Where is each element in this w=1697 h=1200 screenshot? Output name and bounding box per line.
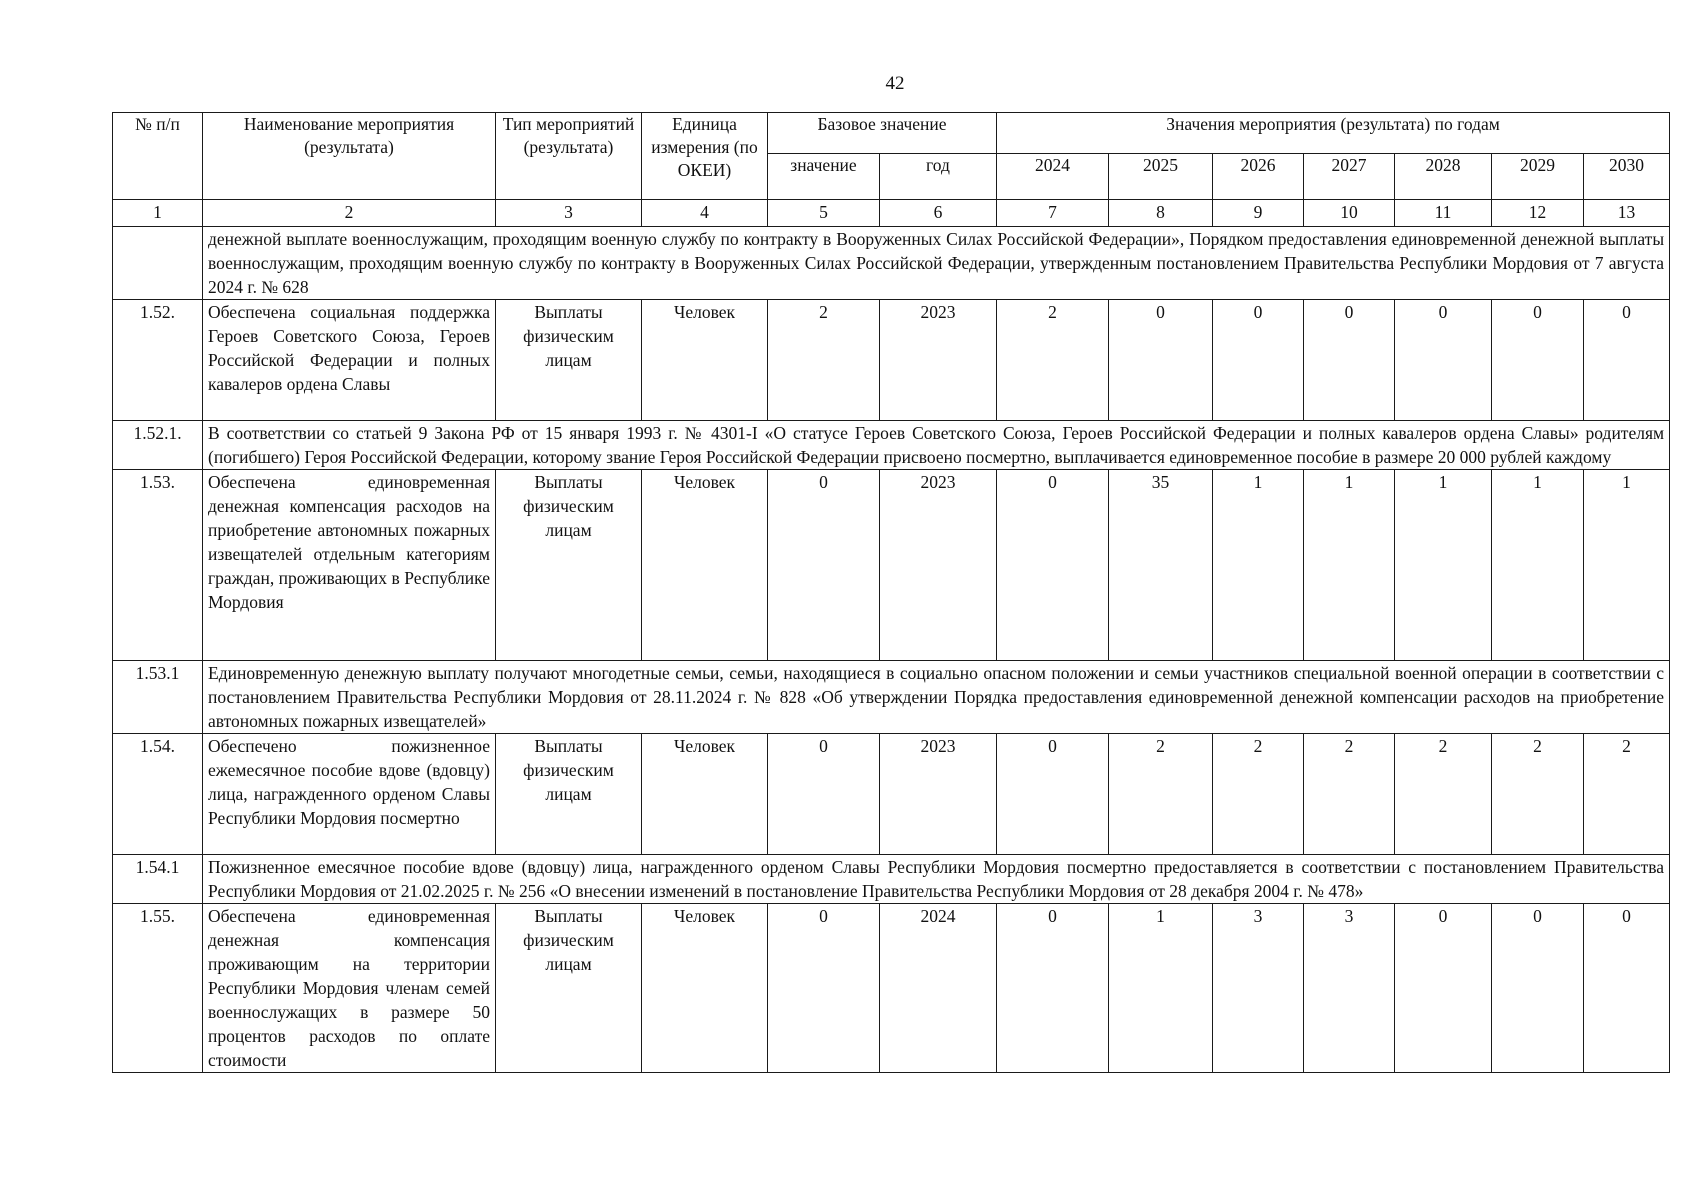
row-value: 0 <box>1304 300 1395 421</box>
row-base-year: 2023 <box>880 470 997 661</box>
row-value: 1 <box>1492 470 1584 661</box>
header-year: 2024 <box>997 154 1109 200</box>
column-number: 11 <box>1395 200 1492 227</box>
note-num: 1.54.1 <box>113 855 203 904</box>
note-row <box>113 421 1670 470</box>
column-number: 7 <box>997 200 1109 227</box>
row-name: Обеспечена социальная поддержка Героев Советского Союза, Героев Российской Федерации и полных кавалеров ордена Славы <box>203 300 496 421</box>
row-value: 3 <box>1304 904 1395 1073</box>
row-value: 2 <box>1584 734 1670 855</box>
row-base-value: 2 <box>768 300 880 421</box>
row-value: 1 <box>1109 904 1213 1073</box>
header-year: 2029 <box>1492 154 1584 200</box>
row-value: 3 <box>1213 904 1304 1073</box>
table-row <box>113 470 1670 661</box>
row-num: 1.54. <box>113 734 203 855</box>
row-value: 2 <box>1109 734 1213 855</box>
row-value: 1 <box>1395 470 1492 661</box>
column-number: 2 <box>203 200 496 227</box>
row-unit: Человек <box>642 300 768 421</box>
header-name: Наименование мероприятия (результата) <box>203 113 496 200</box>
note-row <box>113 227 1670 300</box>
row-value: 2 <box>997 300 1109 421</box>
row-num: 1.52. <box>113 300 203 421</box>
table-row <box>113 300 1670 421</box>
row-value: 2 <box>1213 734 1304 855</box>
column-number: 1 <box>113 200 203 227</box>
row-base-value: 0 <box>768 904 880 1073</box>
row-value: 1 <box>1584 470 1670 661</box>
note-num: 1.52.1. <box>113 421 203 470</box>
table-header-row-1 <box>113 113 1670 154</box>
row-value: 0 <box>1395 904 1492 1073</box>
column-number: 12 <box>1492 200 1584 227</box>
row-value: 1 <box>1304 470 1395 661</box>
column-number-row <box>113 200 1670 227</box>
header-year: 2026 <box>1213 154 1304 200</box>
header-year: 2030 <box>1584 154 1670 200</box>
row-value: 2 <box>1395 734 1492 855</box>
row-base-year: 2023 <box>880 300 997 421</box>
row-base-year: 2024 <box>880 904 997 1073</box>
row-name: Обеспечена единовременная денежная компенсация расходов на приобретение автономных пожарных извещателей отдельным категориям граждан, проживающих в Республике Мордовия <box>203 470 496 661</box>
header-unit: Единица измерения (по ОКЕИ) <box>642 113 768 200</box>
row-value: 0 <box>1492 904 1584 1073</box>
row-value: 0 <box>997 470 1109 661</box>
row-num: 1.53. <box>113 470 203 661</box>
row-base-year: 2023 <box>880 734 997 855</box>
header-base-year: год <box>880 154 997 200</box>
row-num: 1.55. <box>113 904 203 1073</box>
row-type: Выплаты физическим лицам <box>496 734 642 855</box>
row-value: 2 <box>1304 734 1395 855</box>
row-type: Выплаты физическим лицам <box>496 470 642 661</box>
header-year: 2025 <box>1109 154 1213 200</box>
header-type: Тип мероприятий (результата) <box>496 113 642 200</box>
note-text: Пожизненное емесячное пособие вдове (вдовцу) лица, награжденного орденом Славы Республики Мордовия посмертно предоставляется в соответствии с постановлением Правительства Республики Мордовия от 21.02.2025 г. № 256 «О внесении изменений в постановление Правительства Республики Мордовия от 28 декабря 2004 г. № 478» <box>203 855 1670 904</box>
header-values-by-year: Значения мероприятия (результата) по годам <box>997 113 1670 154</box>
note-text: денежной выплате военнослужащим, проходящим военную службу по контракту в Вооруженных Силах Российской Федерации», Порядком предоставления единовременной денежной выплаты военнослужащим, проходящим военную службу по контракту в Вооруженных Силах Российской Федерации, утвержденным постановлением Правительства Республики Мордовия от 7 августа 2024 г. № 628 <box>203 227 1670 300</box>
row-unit: Человек <box>642 904 768 1073</box>
row-unit: Человек <box>642 734 768 855</box>
row-type: Выплаты физическим лицам <box>496 300 642 421</box>
table-row <box>113 734 1670 855</box>
row-name: Обеспечено пожизненное ежемесячное пособие вдове (вдовцу) лица, награжденного орденом Славы Республики Мордовия посмертно <box>203 734 496 855</box>
row-value: 35 <box>1109 470 1213 661</box>
header-year: 2028 <box>1395 154 1492 200</box>
row-value: 0 <box>1492 300 1584 421</box>
column-number: 10 <box>1304 200 1395 227</box>
row-value: 0 <box>1395 300 1492 421</box>
row-value: 0 <box>1584 904 1670 1073</box>
note-row <box>113 661 1670 734</box>
row-type: Выплаты физическим лицам <box>496 904 642 1073</box>
column-number: 8 <box>1109 200 1213 227</box>
measures-table <box>112 112 1670 1073</box>
note-row <box>113 855 1670 904</box>
header-year: 2027 <box>1304 154 1395 200</box>
column-number: 6 <box>880 200 997 227</box>
column-number: 9 <box>1213 200 1304 227</box>
row-value: 0 <box>1213 300 1304 421</box>
row-unit: Человек <box>642 470 768 661</box>
header-base: Базовое значение <box>768 113 997 154</box>
row-value: 1 <box>1213 470 1304 661</box>
header-num: № п/п <box>113 113 203 200</box>
page-number: 42 <box>885 73 905 94</box>
note-num <box>113 227 203 300</box>
row-value: 0 <box>1109 300 1213 421</box>
note-text: В соответствии со статьей 9 Закона РФ от 15 января 1993 г. № 4301-I «О статусе Героев Советского Союза, Героев Российской Федерации и полных кавалеров ордена Славы» родителям (погибшего) Героя Российской Федерации, которому звание Героя Российской Федерации присвоено посмертно, выплачивается единовременное пособие в размере 20 000 рублей каждому <box>203 421 1670 470</box>
note-num: 1.53.1 <box>113 661 203 734</box>
header-base-value: значение <box>768 154 880 200</box>
column-number: 13 <box>1584 200 1670 227</box>
row-value: 0 <box>997 904 1109 1073</box>
row-value: 0 <box>997 734 1109 855</box>
row-base-value: 0 <box>768 734 880 855</box>
row-base-value: 0 <box>768 470 880 661</box>
row-value: 0 <box>1584 300 1670 421</box>
column-number: 4 <box>642 200 768 227</box>
table-row <box>113 904 1670 1073</box>
note-text: Единовременную денежную выплату получают многодетные семьи, семьи, находящиеся в социально опасном положении и семьи участников специальной военной операции в соответствии с постановлением Правительства Республики Мордовия от 28.11.2024 г. № 828 «Об утверждении Порядка предоставления единовременной денежной компенсации расходов на приобретение автономных пожарных извещателей» <box>203 661 1670 734</box>
column-number: 5 <box>768 200 880 227</box>
column-number: 3 <box>496 200 642 227</box>
row-value: 2 <box>1492 734 1584 855</box>
row-name: Обеспечена единовременная денежная компенсация проживающим на территории Республики Мордовия членам семей военнослужащих в размере 50 процентов расходов по оплате стоимости <box>203 904 496 1073</box>
